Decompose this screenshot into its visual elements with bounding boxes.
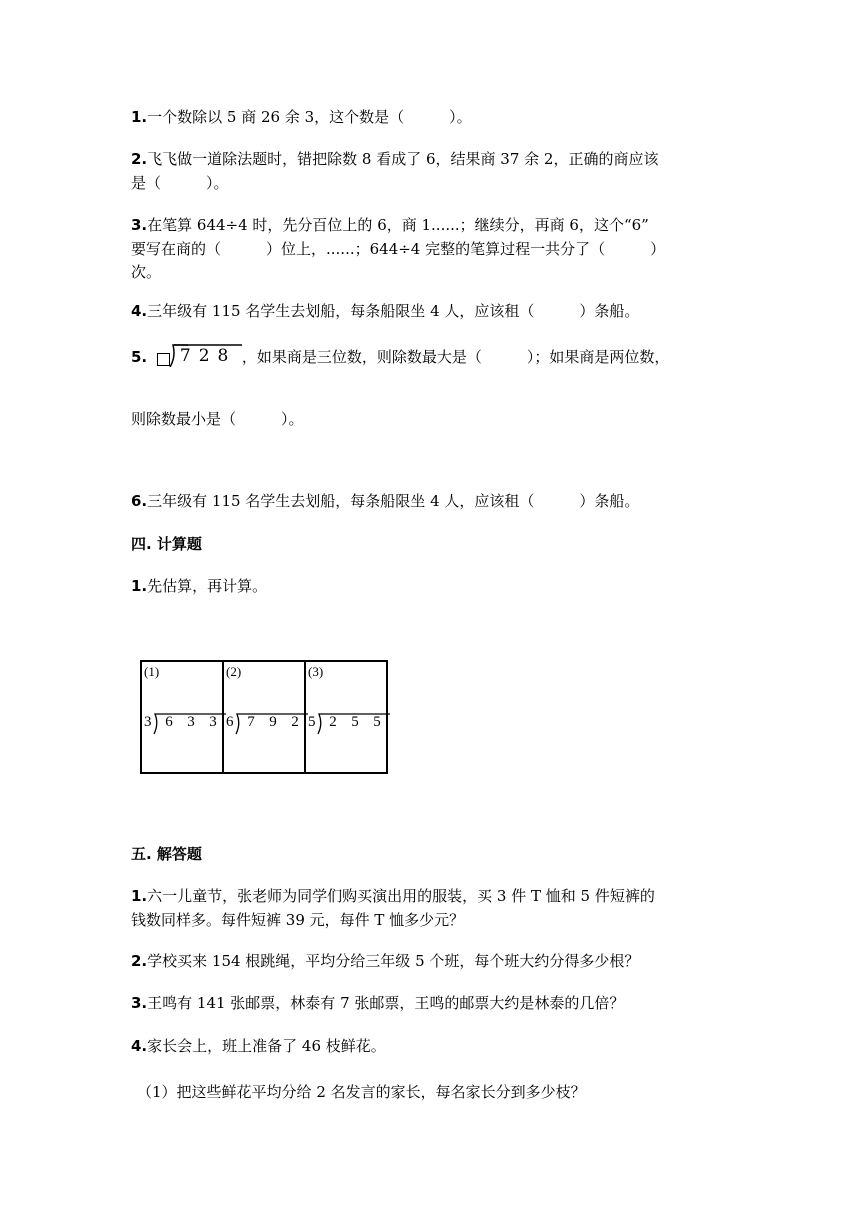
solve-question-4 bbox=[131, 1033, 386, 1059]
question-text: 一个数除以 5 商 26 余 3，这个数是（ ）。 bbox=[147, 108, 472, 126]
question-4 bbox=[131, 298, 639, 324]
solve-question-2 bbox=[131, 948, 639, 974]
sub-question-1: （1）把这些鲜花平均分给 2 名发言的家长，每名家长分到多少枝？ bbox=[137, 1083, 586, 1101]
calc-cell-2 bbox=[224, 662, 306, 772]
solve-question-1 bbox=[131, 883, 655, 909]
question-number: 4. bbox=[131, 302, 148, 320]
question-text: 钱数同样多。每件短裤 39 元，每件 T 恤多少元？ bbox=[131, 911, 465, 929]
question-number: 1. bbox=[131, 577, 148, 595]
cell-label: (2) bbox=[226, 664, 242, 679]
question-1 bbox=[131, 104, 472, 130]
divisor: 6 bbox=[226, 714, 234, 730]
question-2 bbox=[131, 146, 658, 172]
solve-question-3 bbox=[131, 990, 624, 1016]
question-number: 4. bbox=[131, 1037, 148, 1055]
divisor: 5 bbox=[308, 714, 316, 730]
calc-question-1 bbox=[131, 573, 267, 599]
question-text: 王鸣有 141 张邮票，林泰有 7 张邮票，王鸣的邮票大约是林泰的几倍？ bbox=[147, 994, 625, 1012]
question-text: 是（ ）。 bbox=[131, 174, 229, 192]
question-text: ，如果商是三位数，则除数最大是（ ）；如果商是两位数， bbox=[241, 348, 670, 366]
question-3-cont bbox=[131, 236, 665, 262]
question-number: 3. bbox=[131, 994, 148, 1012]
solve-question-1-cont bbox=[131, 907, 464, 933]
question-5 bbox=[131, 344, 669, 370]
question-text: 三年级有 115 名学生去划船，每条船限坐 4 人，应该租（ ）条船。 bbox=[147, 492, 640, 510]
question-5-cont bbox=[131, 406, 304, 432]
section-heading-calc: 四. 计算题 bbox=[131, 535, 202, 553]
cell-label: (3) bbox=[308, 664, 324, 679]
question-text: 先估算，再计算。 bbox=[147, 577, 268, 595]
question-number: 5. bbox=[131, 348, 148, 366]
question-3-cont2 bbox=[131, 259, 161, 285]
question-text: 次。 bbox=[131, 263, 162, 281]
question-number: 1. bbox=[131, 887, 148, 905]
dividend-digits: 728 bbox=[179, 346, 237, 366]
question-text: 三年级有 115 名学生去划船，每条船限坐 4 人，应该租（ ）条船。 bbox=[147, 302, 640, 320]
question-text: 则除数最小是（ ）。 bbox=[131, 410, 304, 428]
question-text: 在笔算 644÷4 时，先分百位上的 6，商 1......；继续分，再商 6，这个“6” bbox=[147, 216, 649, 234]
section-heading-solve: 五. 解答题 bbox=[131, 845, 202, 863]
cell-label: (1) bbox=[144, 664, 160, 679]
question-6 bbox=[131, 488, 639, 514]
question-number: 3. bbox=[131, 216, 148, 234]
dividend: 2 5 5 bbox=[329, 714, 381, 730]
dividend: 7 9 2 bbox=[247, 714, 299, 730]
calc-table bbox=[140, 660, 388, 774]
question-text: 要写在商的（ ）位上，......；644÷4 完整的笔算过程一共分了（ ） bbox=[131, 240, 666, 258]
question-text: 家长会上，班上准备了 46 枝鲜花。 bbox=[147, 1037, 386, 1055]
question-number: 6. bbox=[131, 492, 148, 510]
long-division-icon bbox=[154, 344, 242, 368]
question-number: 2. bbox=[131, 952, 148, 970]
divisor: 3 bbox=[144, 714, 152, 730]
question-number: 1. bbox=[131, 108, 148, 126]
question-3 bbox=[131, 212, 649, 238]
calc-cell-3 bbox=[306, 662, 386, 772]
question-2-cont bbox=[131, 170, 229, 196]
question-text: 学校买来 154 根跳绳，平均分给三年级 5 个班，每个班大约分得多少根？ bbox=[147, 952, 640, 970]
question-number: 2. bbox=[131, 150, 148, 168]
question-text: 飞飞做一道除法题时，错把除数 8 看成了 6，结果商 37 余 2，正确的商应该 bbox=[147, 150, 659, 168]
calc-cell-1 bbox=[142, 662, 224, 772]
question-text: 六一儿童节，张老师为同学们购买演出用的服装，买 3 件 T 恤和 5 件短裤的 bbox=[147, 887, 655, 905]
dividend: 6 3 3 bbox=[165, 714, 217, 730]
